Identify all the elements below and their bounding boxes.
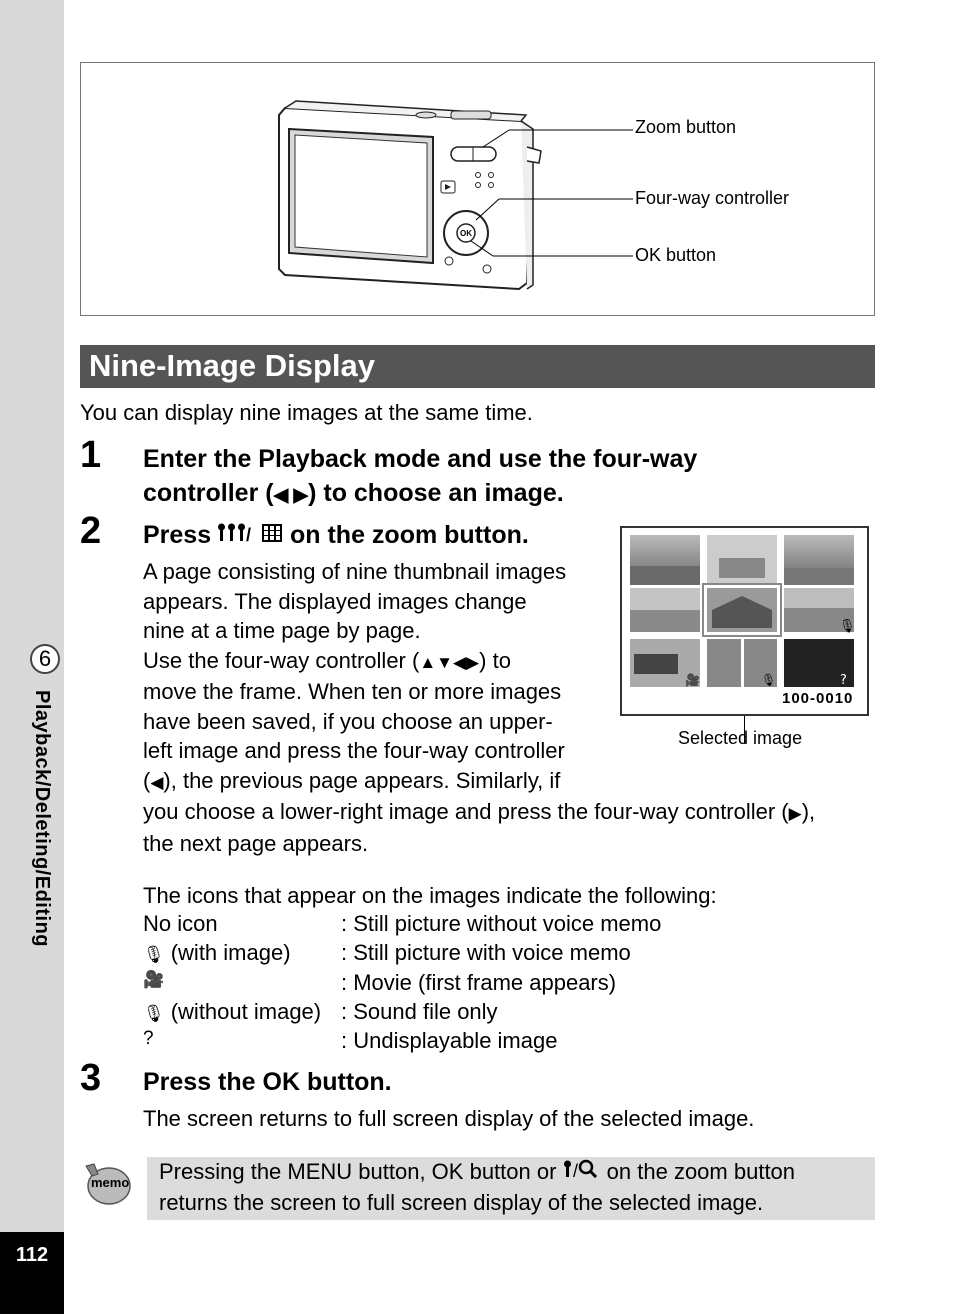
memo-line-2: returns the screen to full screen display of the selected image. [159, 1189, 764, 1215]
legend-key: (with image) [170, 940, 291, 965]
step-2-text: you choose a lower-right image and press the four-way controller ( [143, 799, 789, 824]
svg-text:🎥: 🎥 [685, 673, 700, 687]
memo-icon-label: memo [91, 1175, 130, 1190]
step-2-text: ), [801, 799, 816, 824]
step-2-line: left image and press the four-way controller [143, 738, 565, 763]
thumbnail-8 [707, 639, 741, 687]
thumbnail-grid [622, 528, 867, 714]
step-2-number: 2 [80, 510, 102, 552]
svg-text:🎙: 🎙 [839, 619, 856, 634]
movie-icon: 🎥 [143, 970, 165, 989]
step-2-title [143, 518, 529, 553]
svg-text:/: / [572, 1161, 578, 1181]
microphone-icon: 🎙 [143, 1004, 165, 1023]
legend-value: : Still picture with voice memo [341, 940, 631, 965]
step-1-title-post: ) to choose an image. [308, 479, 564, 507]
page-number: 112 [0, 1232, 64, 1314]
icons-intro: The icons that appear on the images indicate the following: [143, 883, 717, 908]
left-arrow-icon: ◀ [150, 772, 164, 792]
zoom-button-callout: Zoom button [635, 117, 737, 137]
step-1-title-line-2 [143, 476, 697, 513]
step-1-title [143, 442, 697, 513]
step-3-body: The screen returns to full screen display of the selected image. [143, 1106, 755, 1131]
step-2-line: (◀), the previous page appears. Similarly, if [143, 767, 561, 793]
legend-key: No icon [143, 911, 218, 936]
step-1-title-pre: controller ( [143, 479, 274, 507]
four-way-controller-callout: Four-way controller [635, 188, 790, 208]
svg-text:OK: OK [460, 229, 472, 238]
memo-icon [82, 1160, 132, 1206]
step-2-line: appears. The displayed images change [143, 588, 527, 614]
legend-value: : Movie (first frame appears) [341, 970, 617, 995]
wide-zoom-icon [563, 1158, 601, 1188]
step-3-number: 3 [80, 1057, 102, 1099]
step-2-title-pre: Press [143, 521, 212, 549]
memo-text: Pressing the MENU button, OK button or [159, 1159, 557, 1184]
step-1-title-line-1: Enter the Playback mode and use the four-way [143, 445, 698, 473]
step-2-title-post: on the zoom button. [289, 521, 529, 549]
selected-image-label: Selected image [678, 728, 803, 748]
four-direction-arrows-icon: ▲▼◀▶ [419, 652, 480, 672]
nine-image-screen [620, 526, 869, 716]
legend-key-group [143, 999, 321, 1025]
legend-key-group [143, 940, 291, 966]
chapter-number-badge: 6 [30, 644, 60, 674]
svg-text:/: / [246, 525, 252, 545]
ok-button-callout: OK button [635, 245, 717, 265]
step-2-line: the next page appears. [143, 830, 369, 856]
step-2-line: have been saved, if you choose an upper- [143, 708, 553, 734]
legend-key: (without image) [170, 999, 322, 1024]
memo-text: on the zoom button [606, 1159, 796, 1184]
step-2-text: ), the previous page appears. Similarly, if [163, 767, 561, 793]
microphone-icon: 🎙 [143, 945, 165, 964]
undisplayable-icon: ? [143, 1028, 154, 1049]
file-number: 100-0010 [782, 690, 854, 707]
section-title: Nine-Image Display [80, 345, 875, 388]
memo-line-1 [159, 1157, 863, 1188]
thumbnail-zoom-icon [218, 519, 254, 553]
memo-box [147, 1157, 875, 1220]
camera-figure [80, 62, 875, 316]
chapter-title: Playback/Deleting/Editing [31, 690, 53, 948]
svg-text:?: ? [840, 673, 847, 688]
step-3-title: Press the OK button. [143, 1068, 392, 1096]
step-2-line [143, 797, 815, 829]
step-2-line: move the frame. When ten or more images [143, 679, 562, 704]
legend-value: : Undisplayable image [341, 1028, 558, 1053]
step-2-text: Use the four-way controller ( [143, 647, 420, 673]
step-2-line: A page consisting of nine thumbnail images [143, 559, 567, 584]
left-right-arrows-icon: ◀ ▶ [273, 485, 309, 506]
step-2-text: ) to [479, 647, 511, 673]
nine-grid-icon [261, 519, 283, 553]
legend-value: : Still picture without voice memo [341, 911, 662, 936]
legend-value: : Sound file only [341, 999, 498, 1024]
section-intro: You can display nine images at the same time. [80, 400, 533, 425]
step-1-number: 1 [80, 434, 102, 476]
step-2-line: nine at a time page by page. [143, 618, 421, 643]
svg-text:🎙: 🎙 [761, 673, 777, 687]
right-arrow-icon: ▶ [788, 804, 802, 823]
